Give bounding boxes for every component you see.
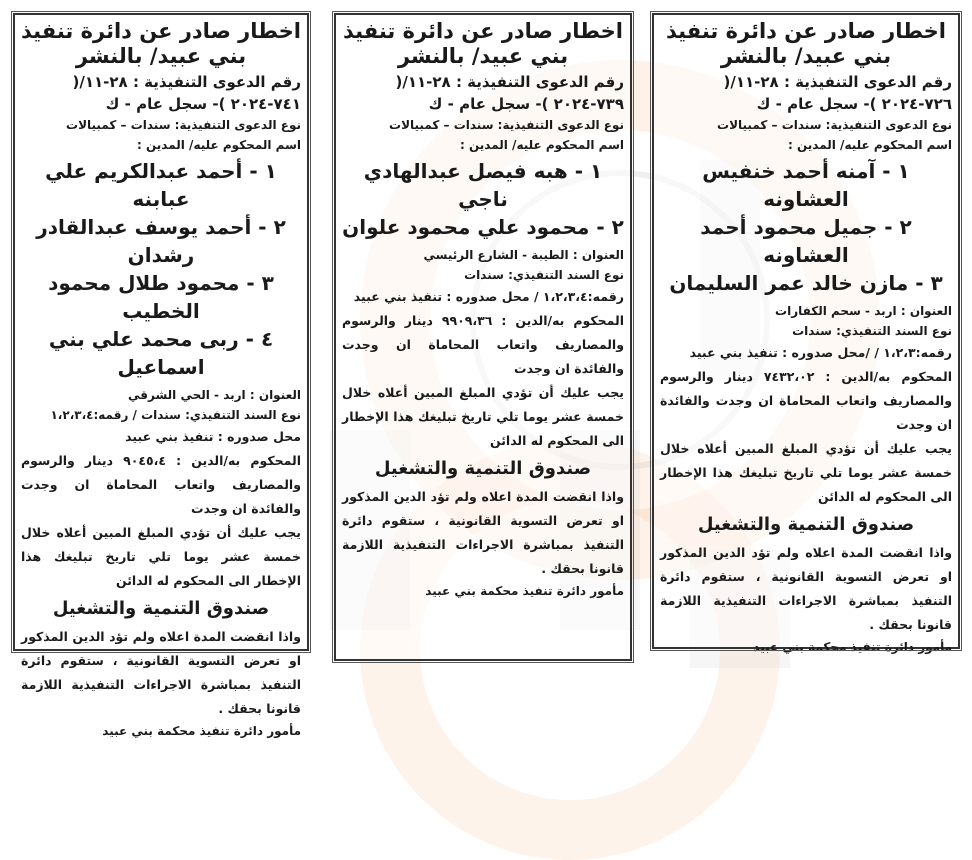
- amount-text: المحكوم به/الدين : ٧٤٣٢،٠٢ دينار والرسوم والمصاريف واتعاب المحاماة ان وجدت والفائدة ان وجدت: [660, 369, 952, 432]
- notice-left: [13, 13, 309, 738]
- payment-notice: يجب عليك أن تؤدي المبلغ المبين أعلاه خلال خمسة عشر يوما تلي تاريخ تبليغك هذا الإخطار الى المحكوم له الدائن: [21, 525, 301, 588]
- warning-text: واذا انقضت المدة اعلاه ولم تؤد الدين المذكور او تعرض التسوية القانونية ، ستقوم دائرة التنفيذ بمباشرة الاجراءات التنفيذية اللازمة قانونا بحقك .: [21, 629, 301, 716]
- debtor-name: ٢ - محمود علي محمود علوان: [342, 215, 624, 239]
- payment-notice: يجب عليك أن تؤدي المبلغ المبين أعلاه خلال خمسة عشر يوما تلي تاريخ تبليغك هذا الإخطار الى المحكوم له الدائن: [342, 385, 624, 448]
- creditor-name: صندوق التنمية والتشغيل: [52, 598, 270, 619]
- notice-middle: [334, 13, 632, 661]
- warning-text: واذا انقضت المدة اعلاه ولم تؤد الدين المذكور او تعرض التسوية القانونية ، ستقوم دائرة التنفيذ بمباشرة الاجراءات التنفيذية اللازمة قانونا بحقك .: [342, 489, 624, 576]
- instrument-type: نوع السند التنفيذي: سندات: [792, 324, 952, 338]
- debtor-list: [342, 157, 624, 241]
- address: العنوان : اربد - الحي الشرقي: [128, 388, 301, 402]
- debtor-name: ٢ - أحمد يوسف عبدالقادر رشدان: [36, 215, 286, 267]
- debtor-name: ٣ - مازن خالد عمر السليمان: [669, 271, 943, 295]
- amount-text: المحكوم به/الدين : ٩٩٠٩،٣٦ دينار والرسوم والمصاريف واتعاب المحاماة ان وجدت والفائدة ان وجدت: [342, 313, 624, 376]
- debtor-list: [660, 157, 952, 297]
- debtor-name: ١ - أحمد عبدالكريم علي عبابنه: [45, 159, 277, 211]
- instrument-number: رقمه:١،٢،٣،٤ / محل صدوره : تنفيذ بني عبيد: [353, 289, 624, 304]
- debtor-label: اسم المحكوم عليه/ المدين :: [137, 138, 301, 152]
- case-number: رقم الدعوى التنفيذية : ٢٨-١١/( ٧٢٦-٢٠٢٤ )- سجل عام - ك: [723, 73, 952, 113]
- case-number: رقم الدعوى التنفيذية : ٢٨-١١/( ٧٣٩-٢٠٢٤ )- سجل عام - ك: [395, 73, 624, 113]
- instrument-number: محل صدوره : تنفيذ بني عبيد: [125, 429, 301, 444]
- debtor-label: اسم المحكوم عليه/ المدين :: [788, 138, 952, 152]
- debtor-label: اسم المحكوم عليه/ المدين :: [460, 138, 624, 152]
- notice-title: اخطار صادر عن دائرة تنفيذ بني عبيد/ بالنشر: [21, 19, 301, 68]
- instrument-type: نوع السند التنفيذي: سندات: [464, 268, 624, 282]
- payment-notice: يجب عليك أن تؤدي المبلغ المبين أعلاه خلال خمسة عشر يوما تلي تاريخ تبليغك هذا الإخطار الى المحكوم له الدائن: [660, 441, 952, 504]
- case-type: نوع الدعوى التنفيذية: سندات – كمبيالات: [389, 118, 624, 132]
- debtor-list: [21, 157, 301, 381]
- case-number: رقم الدعوى التنفيذية : ٢٨-١١/( ٧٤١-٢٠٢٤ )- سجل عام - ك: [72, 73, 301, 113]
- debtor-name: ١ - هبه فيصل عبدالهادي ناجي: [363, 159, 603, 211]
- instrument-type: نوع السند التنفيذي: سندات / رقمه:١،٢،٣،٤: [50, 408, 301, 422]
- creditor-name: صندوق التنمية والتشغيل: [697, 514, 915, 535]
- notice-title: اخطار صادر عن دائرة تنفيذ بني عبيد/ بالنشر: [666, 19, 946, 68]
- signature: مأمور دائرة تنفيذ محكمة بني عبيد: [425, 584, 624, 598]
- signature: مأمور دائرة تنفيذ محكمة بني عبيد: [102, 724, 301, 738]
- signature: مأمور دائرة تنفيذ محكمة بني عبيد: [753, 640, 952, 654]
- amount-text: المحكوم به/الدين : ٩٠٤٥،٤ دينار والرسوم والمصاريف واتعاب المحاماة ان وجدت والفائدة ان وجدت: [21, 453, 301, 516]
- address: العنوان : اربد - سحم الكفارات: [775, 304, 952, 318]
- debtor-name: ٣ - محمود طلال محمود الخطيب: [48, 271, 274, 323]
- warning-text: واذا انقضت المدة اعلاه ولم تؤد الدين المذكور او تعرض التسوية القانونية ، ستقوم دائرة التنفيذ بمباشرة الاجراءات التنفيذية اللازمة قانونا بحقك .: [660, 545, 952, 632]
- debtor-name: ١ - آمنه أحمد خنفيس العشاونه: [702, 159, 910, 211]
- instrument-number: رقمه:١،٢،٣ / /محل صدوره : تنفيذ بني عبيد: [689, 345, 952, 360]
- notice-title: اخطار صادر عن دائرة تنفيذ بني عبيد/ بالنشر: [343, 19, 623, 68]
- notice-right: [652, 13, 960, 654]
- case-type: نوع الدعوى التنفيذية: سندات – كمبيالات: [66, 118, 301, 132]
- case-type: نوع الدعوى التنفيذية: سندات – كمبيالات: [717, 118, 952, 132]
- debtor-name: ٤ - ربى محمد علي بني اسماعيل: [48, 327, 274, 379]
- debtor-name: ٢ - جميل محمود أحمد العشاونه: [700, 215, 912, 267]
- address: العنوان : الطيبة - الشارع الرئيسي: [423, 248, 624, 262]
- creditor-name: صندوق التنمية والتشغيل: [374, 458, 592, 479]
